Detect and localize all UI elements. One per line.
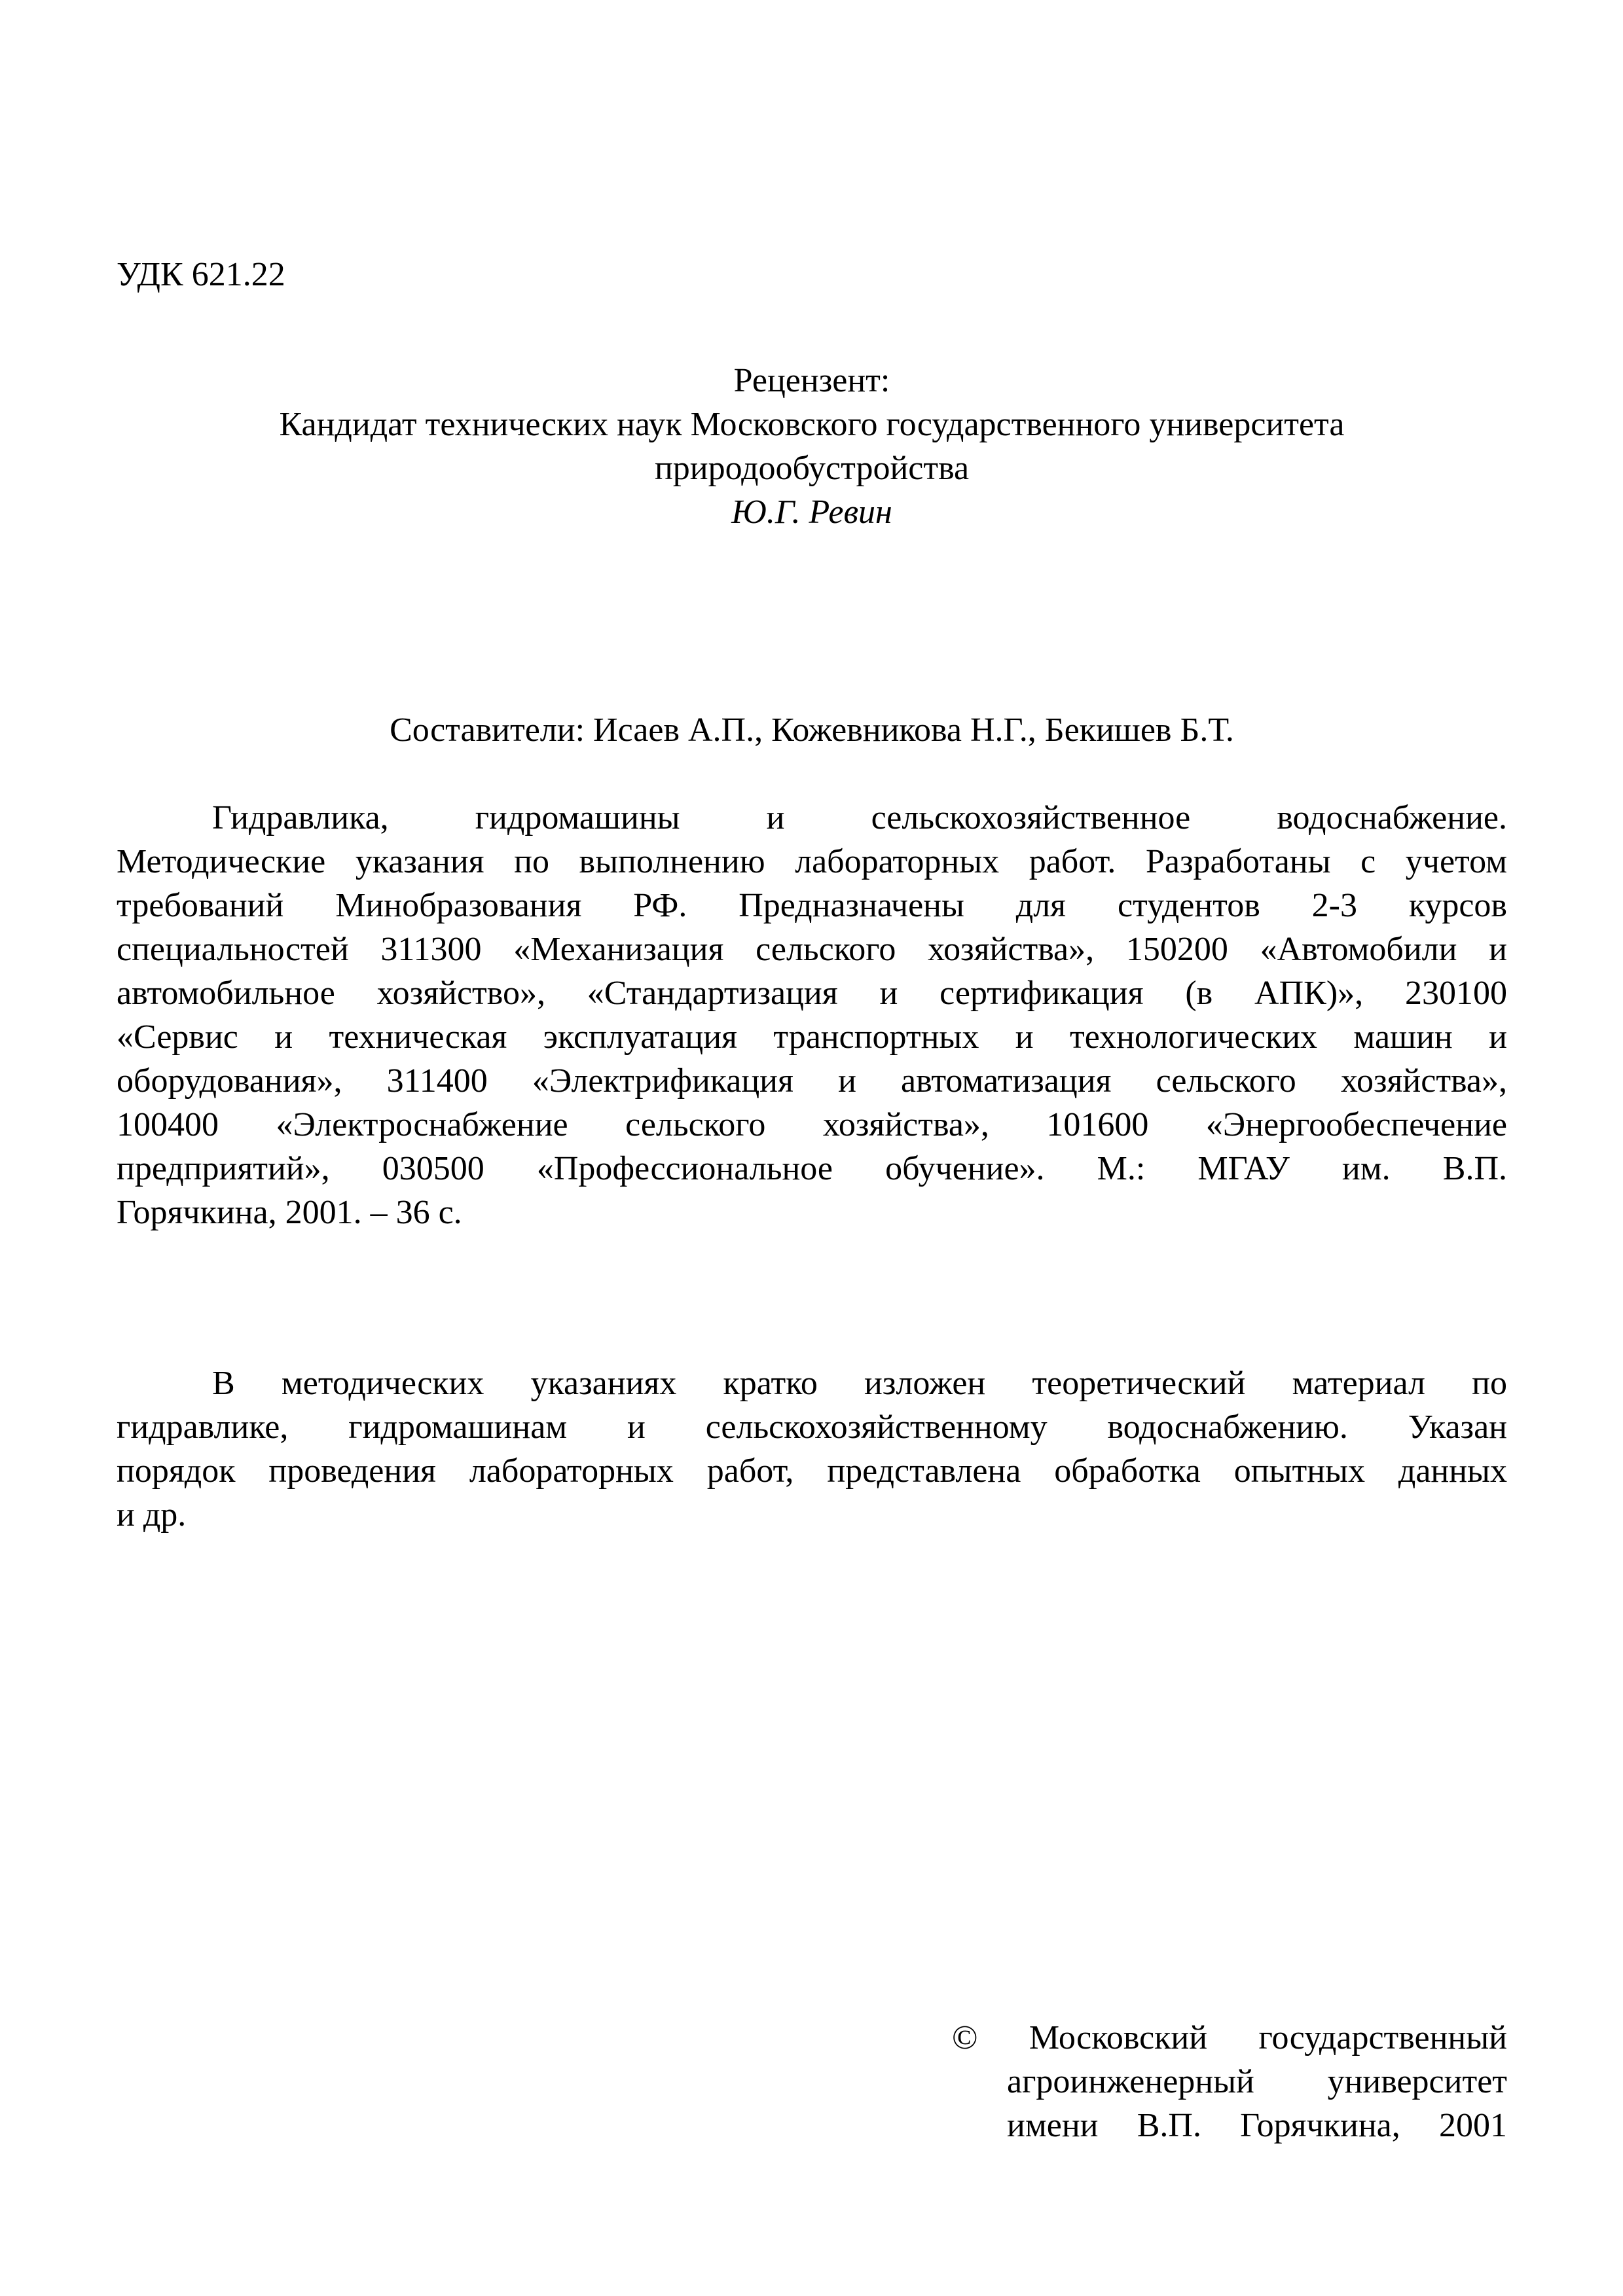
summary-paragraph [117, 1361, 1507, 1537]
summary-line: порядок проведения лабораторных работ, представлена обработка опытных данных [117, 1452, 1507, 1490]
annotation-line: Методические указания по выполнению лабораторных работ. Разработаны с учетом [117, 843, 1507, 880]
copyright-line2: агроинженерный университет [1007, 2063, 1507, 2100]
reviewer-title-line1: Кандидат технических наук Московского государственного университета [279, 406, 1345, 443]
summary-line: гидравлике, гидромашинам и сельскохозяйственному водоснабжению. Указан [117, 1408, 1507, 1446]
copyright-block [952, 2016, 1507, 2147]
annotation-line: автомобильное хозяйство», «Стандартизация и сертификация (в АПК)», 230100 [117, 975, 1507, 1012]
annotation-line: Горячкина, 2001. – 36 с. [117, 1194, 462, 1231]
compilers-line: Составители: Исаев А.П., Кожевникова Н.Г., Бекишев Б.Т. [390, 711, 1234, 749]
copyright-line3: имени В.П. Горячкина, 2001 [1007, 2107, 1507, 2144]
annotation-paragraph [117, 796, 1507, 1234]
annotation-line: Гидравлика, гидромашины и сельскохозяйственное водоснабжение. [212, 799, 1507, 836]
annotation-line: предприятий», 030500 «Профессиональное обучение». М.: МГАУ им. В.П. [117, 1150, 1507, 1187]
annotation-line: 100400 «Электроснабжение сельского хозяйства», 101600 «Энергообеспечение [117, 1106, 1507, 1143]
annotation-line: оборудования», 311400 «Электрификация и автоматизация сельского хозяйства», [117, 1062, 1507, 1100]
copyright-line1: © Московский государственный [952, 2019, 1507, 2056]
reviewer-heading: Рецензент: [733, 362, 890, 399]
summary-line: и др. [117, 1496, 187, 1534]
reviewer-name: Ю.Г. Ревин [731, 493, 892, 531]
reviewer-title-line2: природообустройства [654, 450, 970, 487]
annotation-line: специальностей 311300 «Механизация сельского хозяйства», 150200 «Автомобили и [117, 931, 1507, 968]
reviewer-block [117, 359, 1507, 534]
summary-line: В методических указаниях кратко изложен теоретический материал по [212, 1365, 1507, 1402]
annotation-line: «Сервис и техническая эксплуатация транспортных и технологических машин и [117, 1018, 1507, 1056]
udk-code: УДК 621.22 [117, 256, 285, 293]
annotation-line: требований Минобразования РФ. Предназначены для студентов 2-3 курсов [117, 887, 1507, 924]
